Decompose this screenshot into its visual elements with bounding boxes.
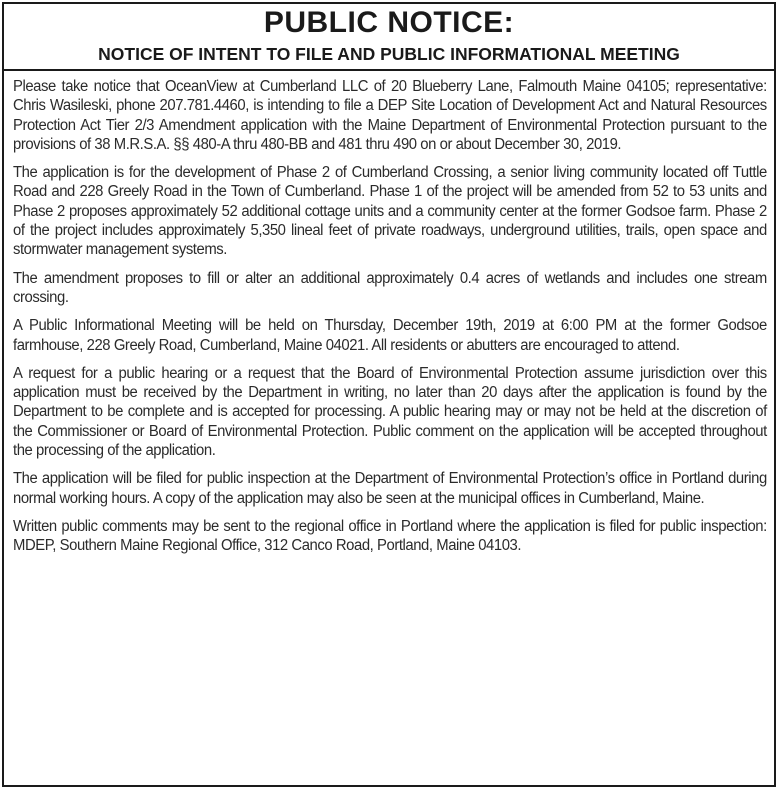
paragraph-public-inspection: The application will be filed for public inspection at the Department of Environmental Protection’s office in Portland during normal working hours. A copy of the application may also be seen at the municipal offices in Cumberland, Maine.: [13, 470, 767, 507]
notice-title: PUBLIC NOTICE:: [263, 6, 515, 39]
paragraph-public-meeting: A Public Informational Meeting will be held on Thursday, December 19th, 2019 at 6:00 PM at the former Godsoe farmhouse, 228 Greely Road, Cumberland, Maine 04021. All residents or abutters are encouraged to attend.: [13, 317, 767, 354]
paragraph-applicant: Please take notice that OceanView at Cumberland LLC of 20 Blueberry Lane, Falmouth Maine 04105; representative: Chris Wasileski, phone 207.781.4460, is intending to file a DEP Site Location of Development Act and Natural Resources Protection Act Tier 2/3 Amendment application with the Maine Department of Environmental Protection pursuant to the provisions of 38 M.R.S.A. §§ 480-A thru 480-BB and 481 thru 490 on or about December 30, 2019.: [13, 78, 767, 153]
notice-body: [4, 71, 774, 556]
public-notice: [2, 2, 776, 787]
paragraph-written-comments: Written public comments may be sent to the regional office in Portland where the application is filed for public inspection: MDEP, Southern Maine Regional Office, 312 Canco Road, Portland, Maine 04103.: [13, 517, 767, 555]
paragraph-amendment: The amendment proposes to fill or alter an additional approximately 0.4 acres of wetlands and includes one stream crossing.: [13, 269, 767, 306]
notice-subtitle: NOTICE OF INTENT TO FILE AND PUBLIC INFORMATIONAL MEETING: [4, 42, 774, 71]
paragraph-project-description: The application is for the development of Phase 2 of Cumberland Crossing, a senior living community located off Tuttle Road and 228 Greely Road in the Town of Cumberland. Phase 1 of the project will be amended from 52 to 53 units and Phase 2 proposes approximately 52 additional cottage units and a community center at the former Godsoe farm. Phase 2 of the project includes approximately 5,350 lineal feet of private roadways, underground utilities, trails, open space and stormwater management systems.: [13, 164, 767, 259]
paragraph-public-hearing: A request for a public hearing or a request that the Board of Environmental Protection assume jurisdiction over this application must be received by the Department in writing, no later than 20 days after the application is found by the Department to be complete and is accepted for processing. A public hearing may or may not be held at the discretion of the Commissioner or Board of Environmental Protection. Public comment on the application will be accepted throughout the processing of the application.: [13, 364, 767, 460]
